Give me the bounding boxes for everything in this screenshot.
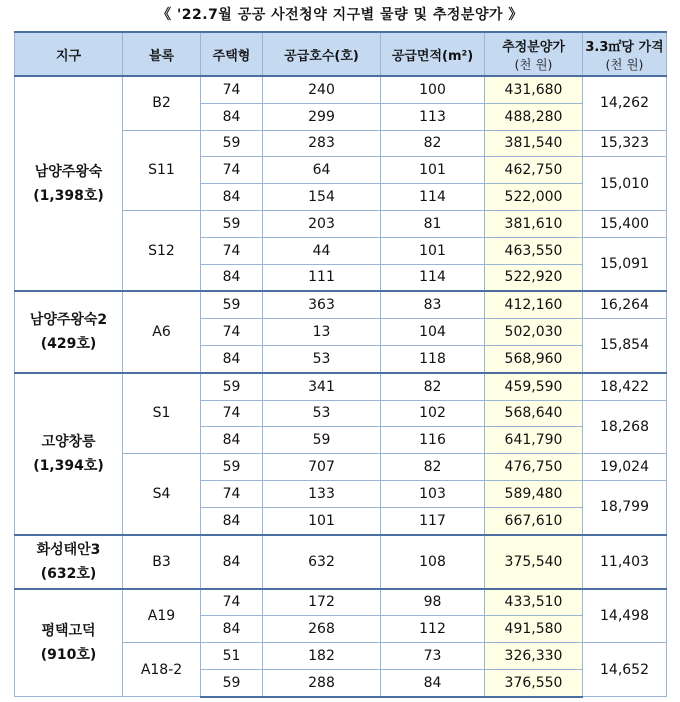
header-block: 블록 — [123, 32, 201, 76]
price-cell: 522,920 — [485, 264, 583, 291]
area-cell: 118 — [381, 345, 485, 372]
per-price-cell: 11,403 — [583, 535, 667, 589]
area-cell: 117 — [381, 507, 485, 534]
district-count: (632호) — [40, 565, 97, 582]
header-supply-units: 공급호수(호) — [263, 32, 381, 76]
units-cell: 53 — [263, 400, 381, 427]
district-cell — [15, 76, 123, 291]
district-count: (910호) — [40, 646, 97, 663]
type-cell: 74 — [201, 76, 263, 103]
area-cell: 81 — [381, 210, 485, 237]
units-cell: 172 — [263, 589, 381, 616]
price-cell: 488,280 — [485, 103, 583, 130]
per-price-cell: 15,854 — [583, 319, 667, 373]
block-cell: S12 — [123, 210, 201, 291]
header-price-per-label: 3.3㎡당 가격 — [585, 39, 664, 55]
price-cell: 459,590 — [485, 373, 583, 400]
units-cell: 268 — [263, 616, 381, 643]
header-est-price-unit: (천 원) — [514, 56, 553, 72]
area-cell: 83 — [381, 291, 485, 318]
price-cell: 641,790 — [485, 427, 583, 454]
district-name: 평택고덕 — [41, 622, 96, 639]
units-cell: 182 — [263, 643, 381, 670]
type-cell: 74 — [201, 237, 263, 264]
price-cell: 589,480 — [485, 480, 583, 507]
price-cell: 433,510 — [485, 589, 583, 616]
area-cell: 103 — [381, 480, 485, 507]
type-cell: 74 — [201, 480, 263, 507]
type-cell: 84 — [201, 507, 263, 534]
price-cell: 667,610 — [485, 507, 583, 534]
units-cell: 283 — [263, 130, 381, 157]
district-name: 남양주왕숙 — [34, 163, 103, 180]
per-price-cell: 18,268 — [583, 400, 667, 454]
table-row — [15, 589, 667, 616]
price-cell: 462,750 — [485, 157, 583, 184]
area-cell: 102 — [381, 400, 485, 427]
price-cell: 412,160 — [485, 291, 583, 318]
header-district: 지구 — [15, 32, 123, 76]
header-row — [15, 32, 667, 76]
type-cell: 59 — [201, 291, 263, 318]
block-cell: A18-2 — [123, 643, 201, 697]
price-cell: 476,750 — [485, 454, 583, 481]
header-price-per — [583, 32, 667, 76]
header-est-price — [485, 32, 583, 76]
price-cell: 463,550 — [485, 237, 583, 264]
units-cell: 133 — [263, 480, 381, 507]
price-cell: 568,960 — [485, 345, 583, 372]
table-row — [15, 76, 667, 103]
district-name: 화성태안3 — [36, 541, 101, 558]
price-cell: 376,550 — [485, 669, 583, 696]
area-cell: 114 — [381, 184, 485, 211]
district-cell — [15, 373, 123, 535]
price-cell: 431,680 — [485, 76, 583, 103]
type-cell: 59 — [201, 210, 263, 237]
area-cell: 82 — [381, 130, 485, 157]
header-est-price-label: 추정분양가 — [502, 39, 565, 55]
type-cell: 59 — [201, 130, 263, 157]
per-price-cell: 14,262 — [583, 76, 667, 130]
units-cell: 363 — [263, 291, 381, 318]
block-cell: B2 — [123, 76, 201, 130]
per-price-cell: 16,264 — [583, 291, 667, 318]
units-cell: 632 — [263, 535, 381, 589]
header-house-type: 주택형 — [201, 32, 263, 76]
area-cell: 116 — [381, 427, 485, 454]
district-count: (1,398호) — [33, 187, 104, 204]
type-cell: 84 — [201, 535, 263, 589]
area-cell: 112 — [381, 616, 485, 643]
block-cell: S11 — [123, 130, 201, 210]
area-cell: 100 — [381, 76, 485, 103]
area-cell: 101 — [381, 237, 485, 264]
units-cell: 154 — [263, 184, 381, 211]
per-price-cell: 19,024 — [583, 454, 667, 481]
units-cell: 707 — [263, 454, 381, 481]
district-count: (429호) — [40, 336, 97, 353]
price-cell: 326,330 — [485, 643, 583, 670]
area-cell: 73 — [381, 643, 485, 670]
area-cell: 101 — [381, 157, 485, 184]
price-cell: 522,000 — [485, 184, 583, 211]
type-cell: 59 — [201, 669, 263, 696]
area-cell: 104 — [381, 319, 485, 346]
district-cell — [15, 535, 123, 589]
per-price-cell: 18,422 — [583, 373, 667, 400]
type-cell: 74 — [201, 589, 263, 616]
units-cell: 288 — [263, 669, 381, 696]
price-cell: 502,030 — [485, 319, 583, 346]
table-title: 《 '22.7월 공공 사전청약 지구별 물량 및 추정분양가 》 — [157, 7, 523, 23]
district-name: 고양창릉 — [41, 433, 96, 450]
price-cell: 491,580 — [485, 616, 583, 643]
units-cell: 64 — [263, 157, 381, 184]
per-price-cell: 14,498 — [583, 589, 667, 643]
area-cell: 84 — [381, 669, 485, 696]
units-cell: 240 — [263, 76, 381, 103]
units-cell: 44 — [263, 237, 381, 264]
type-cell: 84 — [201, 345, 263, 372]
district-name: 남양주왕숙2 — [29, 312, 108, 329]
area-cell: 98 — [381, 589, 485, 616]
units-cell: 341 — [263, 373, 381, 400]
type-cell: 84 — [201, 616, 263, 643]
district-count: (1,394호) — [33, 457, 104, 474]
per-price-cell: 14,652 — [583, 643, 667, 697]
supply-table — [14, 31, 667, 698]
units-cell: 111 — [263, 264, 381, 291]
type-cell: 74 — [201, 157, 263, 184]
units-cell: 13 — [263, 319, 381, 346]
type-cell: 51 — [201, 643, 263, 670]
per-price-cell: 15,400 — [583, 210, 667, 237]
type-cell: 84 — [201, 264, 263, 291]
type-cell: 84 — [201, 184, 263, 211]
area-cell: 82 — [381, 454, 485, 481]
per-price-cell: 15,010 — [583, 157, 667, 211]
block-cell: A6 — [123, 291, 201, 372]
header-supply-area: 공급면적(m²) — [381, 32, 485, 76]
per-price-cell: 15,323 — [583, 130, 667, 157]
block-cell: S1 — [123, 373, 201, 454]
table-row — [15, 373, 667, 400]
units-cell: 101 — [263, 507, 381, 534]
area-cell: 108 — [381, 535, 485, 589]
price-cell: 381,540 — [485, 130, 583, 157]
price-cell: 568,640 — [485, 400, 583, 427]
area-cell: 114 — [381, 264, 485, 291]
units-cell: 59 — [263, 427, 381, 454]
type-cell: 74 — [201, 400, 263, 427]
per-price-cell: 18,799 — [583, 480, 667, 534]
block-cell: S4 — [123, 454, 201, 535]
per-price-cell: 15,091 — [583, 237, 667, 291]
area-cell: 113 — [381, 103, 485, 130]
district-cell — [15, 589, 123, 697]
area-cell: 82 — [381, 373, 485, 400]
type-cell: 74 — [201, 319, 263, 346]
type-cell: 59 — [201, 454, 263, 481]
block-cell: B3 — [123, 535, 201, 589]
units-cell: 203 — [263, 210, 381, 237]
type-cell: 84 — [201, 103, 263, 130]
district-cell — [15, 291, 123, 372]
table-row — [15, 291, 667, 318]
price-cell: 375,540 — [485, 535, 583, 589]
type-cell: 59 — [201, 373, 263, 400]
header-price-per-unit: (천 원) — [605, 56, 644, 72]
units-cell: 53 — [263, 345, 381, 372]
price-cell: 381,610 — [485, 210, 583, 237]
type-cell: 84 — [201, 427, 263, 454]
table-row — [15, 535, 667, 589]
block-cell: A19 — [123, 589, 201, 643]
units-cell: 299 — [263, 103, 381, 130]
